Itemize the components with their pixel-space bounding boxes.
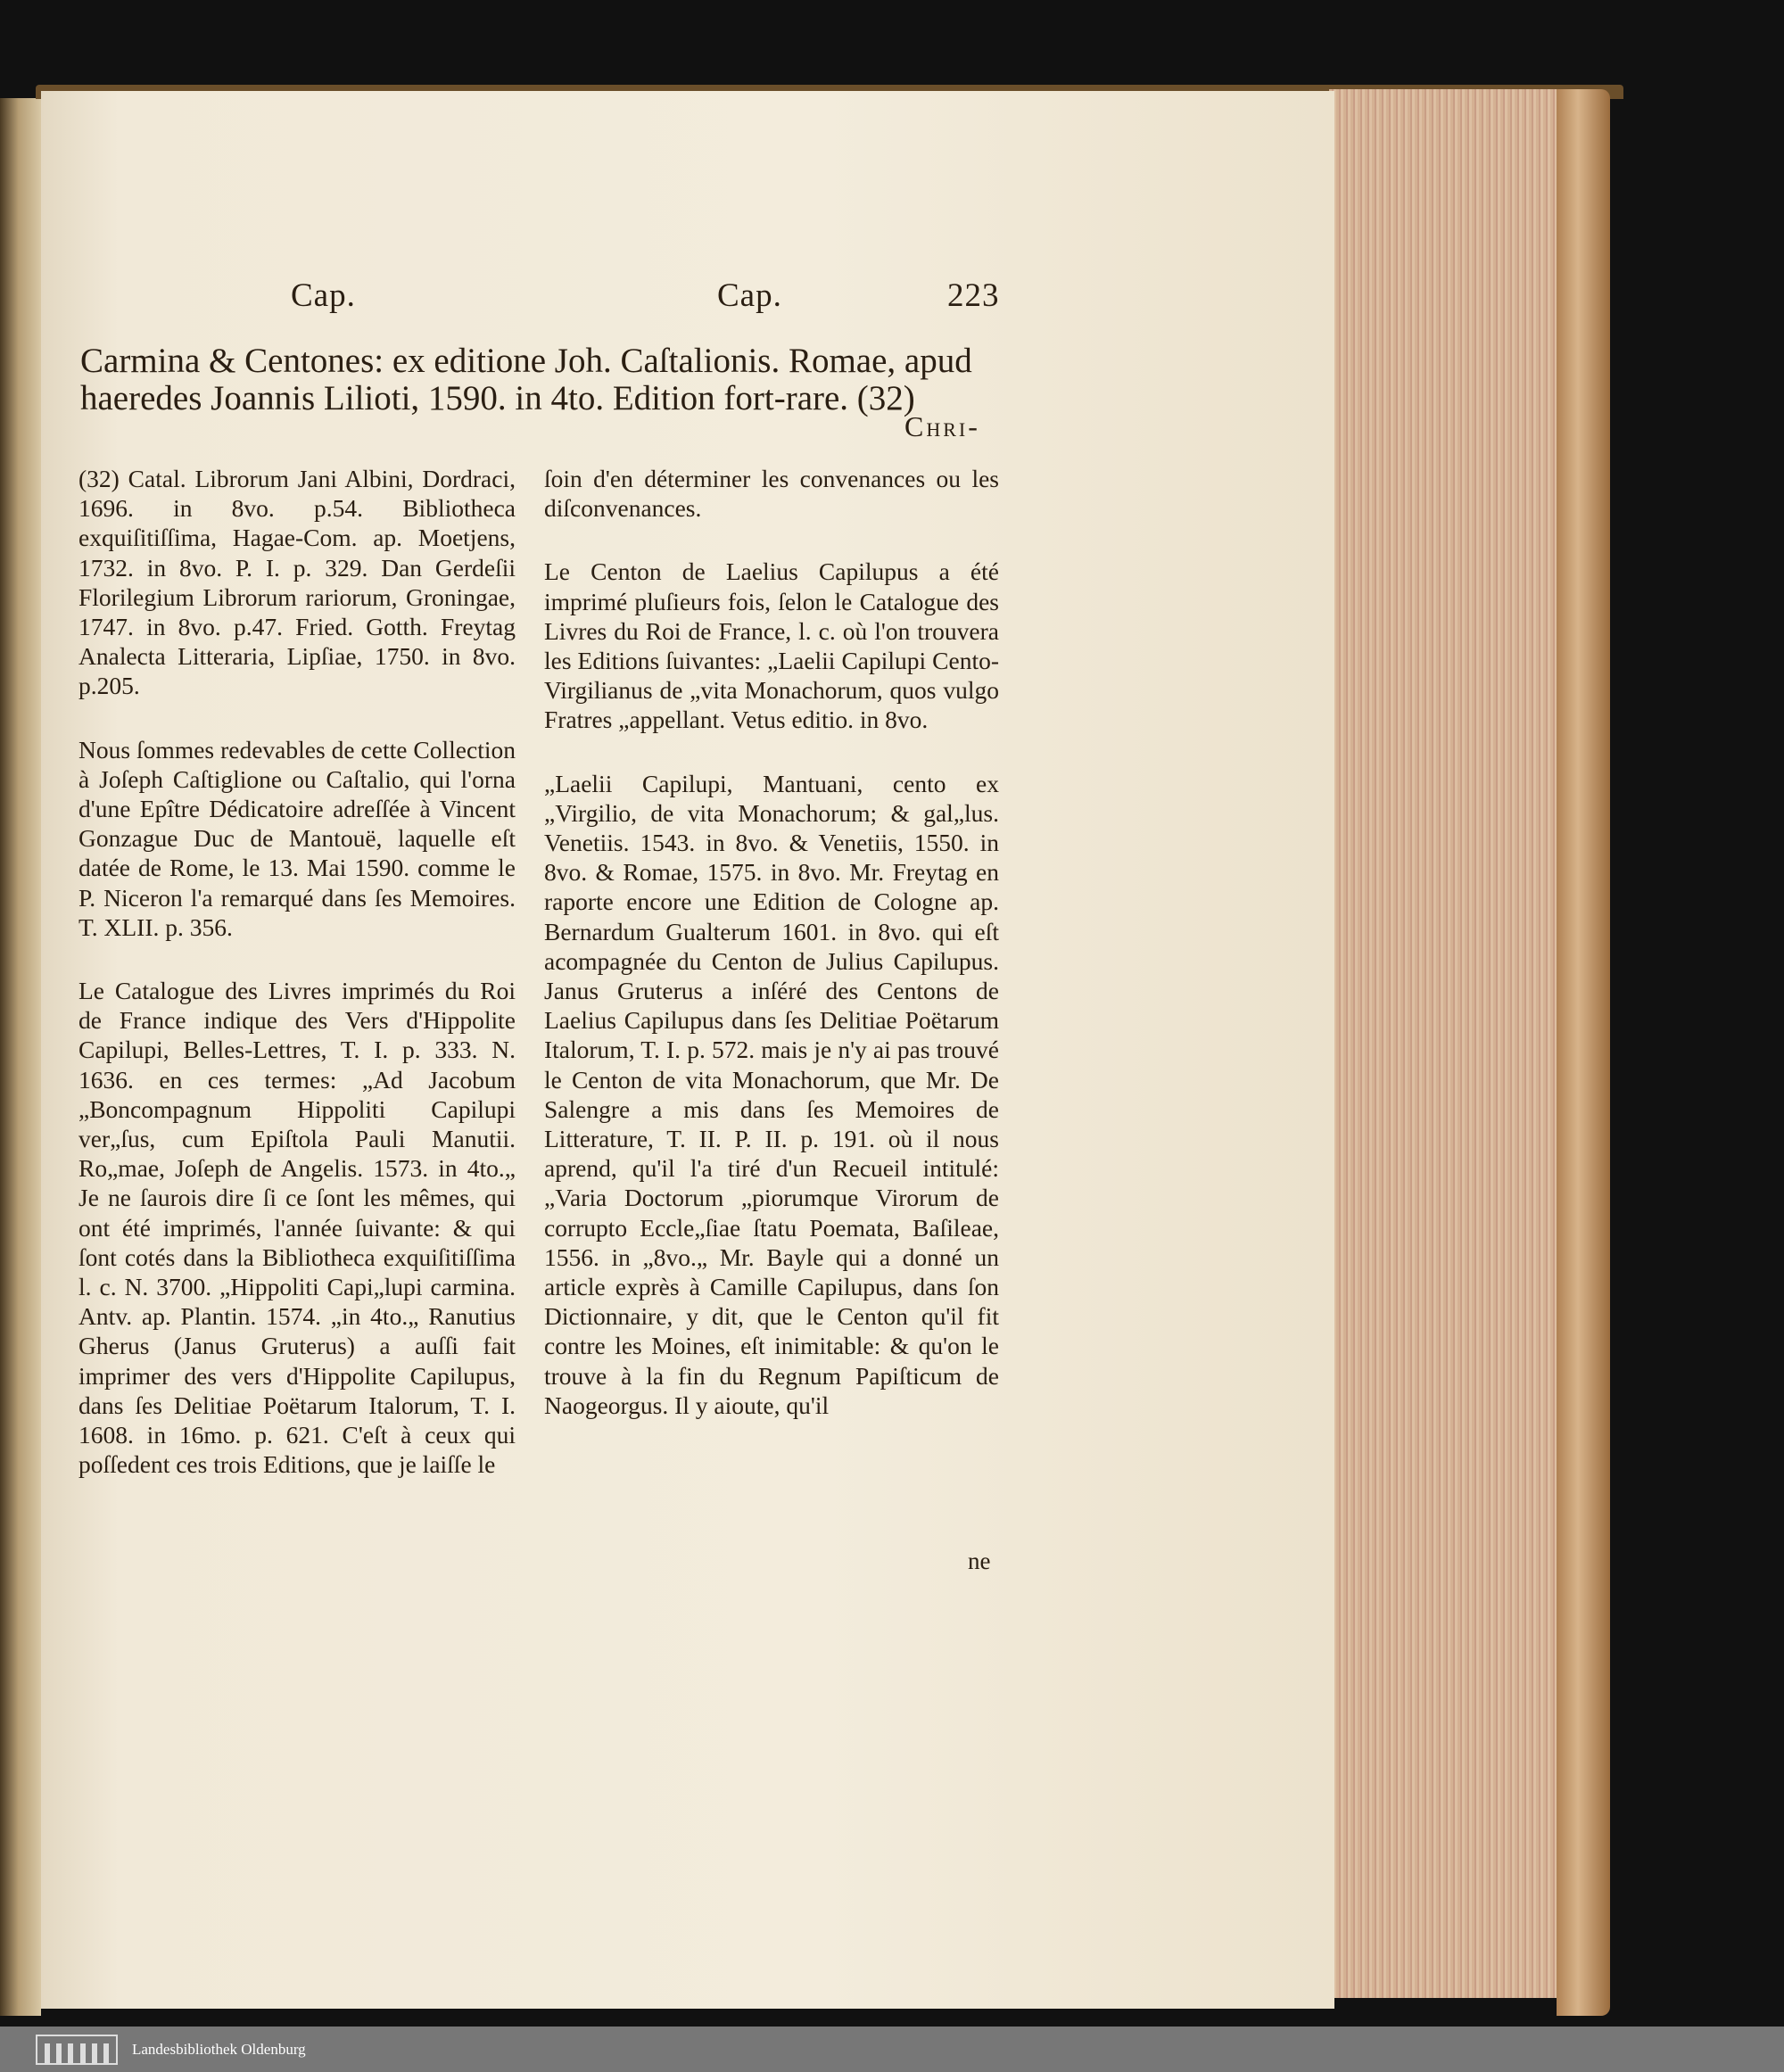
left-paragraph-3: Le Catalogue des Livres imprimés du Roi de France indique des Vers d'Hippolite Capilupi, Belles-Lettres, T. I. p. 333. N. 1636. en ces termes: „Ad Jacobum „Boncompagnum Hippoliti Capilupi ver„ſus, cum Epiſtola Pauli Manutii. Ro„mae, Joſeph de Angelis. 1573. in 4to.„ Je ne ſaurois dire ſi ce ſont les mêmes, qui ont été imprimés, l'année ſuivante: & qui ſont cotés dans la Bibliotheca exquiſitiſſima l. c. N. 3700. „Hippoliti Capi„lupi carmina. Antv. ap. Plantin. 1574. „in 4to.„ Ranutius Gherus (Janus Gruterus) a auſſi fait imprimer des vers d'Hippolite Capilupus, dans ſes Delitiae Poëtarum Italorum, T. I. 1608. in 16mo. p. 621. C'eſt à ceux qui poſſedent ces trois Editions, que je laiſſe le: [78, 977, 516, 1479]
right-column: [544, 464, 999, 1420]
running-head-left: Cap.: [291, 277, 356, 314]
page-number: 223: [947, 277, 1000, 314]
page-fore-edge: [1329, 89, 1565, 1998]
previous-page-edge: [0, 98, 41, 2016]
catchword-ne: ne: [968, 1548, 991, 1574]
footnote-32: (32) Catal. Librorum Jani Albini, Dordraci, 1696. in 8vo. p.54. Bibliotheca exquiſitiſſima, Hagae-Com. ap. Moetjens, 1732. in 8vo. P. I. p. 329. Dan Gerdeſii Florilegium Librorum rariorum, Groningae, 1747. in 8vo. p.47. Fried. Gotth. Freytag Analecta Litteraria, Lipſiae, 1750. in 8vo. p.205.: [78, 465, 516, 700]
library-building-icon: [36, 2035, 118, 2065]
running-head-center: Cap.: [717, 277, 782, 314]
right-paragraph-1: ſoin d'en déterminer les convenances ou les diſconvenances.: [544, 465, 999, 523]
right-paragraph-2: Le Centon de Laelius Capilupus a été imprimé pluſieurs fois, ſelon le Catalogue des Livres du Roi de France, l. c. où l'on trouvera les Editions ſuivantes: „Laelii Capilupi Cento-Virgilianus de „vita Monachorum, quos vulgo Fratres „appellant. Vetus editio. in 8vo.: [544, 557, 999, 734]
footer-bar: [0, 2027, 1784, 2072]
catchword-chri: Chri-: [904, 410, 980, 442]
title-line-1: Carmina & Centones: ex editione Joh. Caſtalionis. Romae, apud: [80, 342, 972, 380]
right-paragraph-3: „Laelii Capilupi, Mantuani, cento ex „Virgilio, de vita Monachorum; & gal„lus. Venetiis. 1543. in 8vo. & Venetiis, 1550. in 8vo. & Romae, 1575. in 8vo. Mr. Freytag en raporte encore une Edition de Cologne ap. Bernardum Gualterum 1601. in 8vo. qui eſt acompagnée du Centon de Julius Capilupus. Janus Gruterus a inſéré des Centons de Laelius Capilupus dans ſes Delitiae Poëtarum Italorum, T. I. p. 572. mais je n'y ai pas trouvé le Centon de vita Monachorum, que Mr. De Salengre a mis dans ſes Memoires de Litterature, T. II. P. II. p. 191. où il nous aprend, qu'il l'a tiré d'un Recueil intitulé: „Varia Doctorum „piorumque Virorum de corrupto Eccle„ſiae ſtatu Poemata, Baſileae, 1556. in „8vo.„ Mr. Bayle qui a donné un article exprès à Camille Capilupus, dans ſon Dictionnaire, y dit, que le Centon qu'il fit contre les Moines, eſt inimitable: & qu'on le trouve à la fin du Regnum Papiſticum de Naogeorgus. Il y aioute, qu'il: [544, 769, 999, 1419]
footer-label[interactable]: Landesbibliothek Oldenburg: [132, 2040, 306, 2058]
title-line-2: haeredes Joannis Lilioti, 1590. in 4to. Edition fort-rare. (32): [80, 379, 915, 417]
book-cover-edge: [1557, 89, 1610, 2016]
left-column: [78, 464, 516, 1480]
left-paragraph-2: Nous ſommes redevables de cette Collection à Joſeph Caſtiglione ou Caſtalio, qui l'orna d'une Epître Dédicatoire adreſſée à Vincent Gonzague Duc de Mantouë, laquelle eſt datée de Rome, le 13. Mai 1590. comme le P. Niceron l'a remarqué dans ſes Memoires. T. XLII. p. 356.: [78, 735, 516, 941]
